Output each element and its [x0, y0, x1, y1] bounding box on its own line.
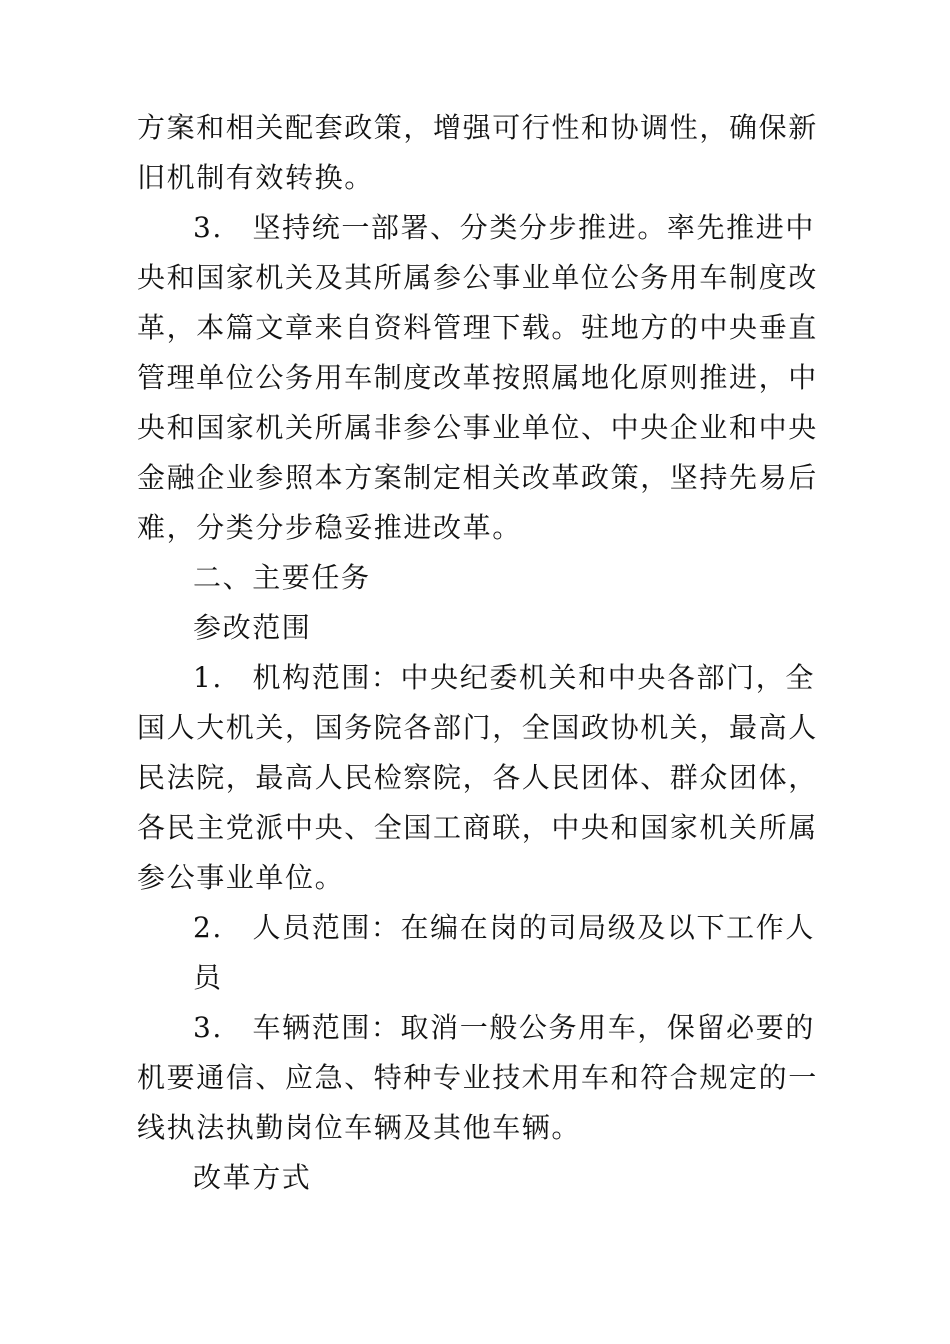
text-line: 旧机制有效转换。: [137, 161, 374, 194]
text-line: 2. 人员范围：在编在岗的司局级及以下工作人: [193, 911, 815, 944]
text-line: 3. 车辆范围：取消一般公务用车，保留必要的: [193, 1011, 815, 1044]
text-line: 央和国家机关所属非参公事业单位、中央企业和中央: [137, 411, 818, 444]
text-line: 3. 坚持统一部署、分类分步推进。率先推进中: [193, 211, 815, 244]
subsection-heading: 参改范围: [193, 611, 312, 644]
text-line: 难，分类分步稳妥推进改革。: [137, 511, 522, 544]
text-line: 各民主党派中央、全国工商联，中央和国家机关所属: [137, 811, 818, 844]
text-line: 管理单位公务用车制度改革按照属地化原则推进，中: [137, 361, 818, 394]
text-line: 方案和相关配套政策，增强可行性和协调性，确保新: [137, 111, 818, 144]
text-line: 革，本篇文章来自资料管理下载。驻地方的中央垂直: [137, 311, 818, 344]
text-line: 国人大机关，国务院各部门，全国政协机关，最高人: [137, 711, 818, 744]
subsection-heading: 改革方式: [193, 1161, 312, 1194]
text-line: 参公事业单位。: [137, 861, 345, 894]
section-heading: 二、主要任务: [193, 561, 371, 594]
text-line: 线执法执勤岗位车辆及其他车辆。: [137, 1111, 582, 1144]
text-line: 民法院，最高人民检察院，各人民团体、群众团体，: [137, 761, 818, 794]
text-line: 1. 机构范围：中央纪委机关和中央各部门，全: [193, 661, 815, 694]
text-line: 金融企业参照本方案制定相关改革政策，坚持先易后: [137, 461, 818, 494]
text-line: 机要通信、应急、特种专业技术用车和符合规定的一: [137, 1061, 818, 1094]
text-line: 员: [193, 961, 223, 994]
text-line: 央和国家机关及其所属参公事业单位公务用车制度改: [137, 261, 818, 294]
